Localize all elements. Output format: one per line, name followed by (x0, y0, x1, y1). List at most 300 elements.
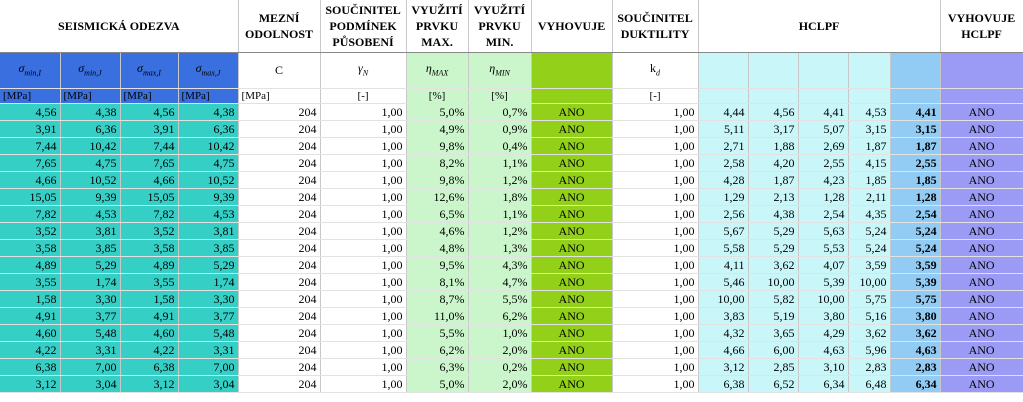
cell-sigma-min-i: 3,55 (0, 274, 60, 291)
cell-hclpf-3: 2,69 (798, 138, 848, 155)
cell-capacity: 204 (238, 240, 320, 257)
cell-usage-min: 4,3% (468, 257, 531, 274)
header-capacity: MEZNÍ ODOLNOST (238, 0, 320, 53)
cell-sigma-min-j: 1,74 (60, 274, 120, 291)
cell-sigma-min-j: 6,36 (60, 121, 120, 138)
cell-sigma-max-j: 7,00 (178, 359, 238, 376)
cell-coefficient: 1,00 (320, 359, 406, 376)
cell-hclpf-3: 10,00 (798, 291, 848, 308)
cell-hclpf-1: 4,11 (698, 257, 748, 274)
cell-ductility: 1,00 (612, 172, 698, 189)
cell-sigma-max-j: 3,85 (178, 240, 238, 257)
cell-ok-hclpf: ANO (940, 274, 1023, 291)
header-ductility: SOUČINITEL DUKTILITY (612, 0, 698, 53)
cell-ok-hclpf: ANO (940, 291, 1023, 308)
cell-hclpf-2: 5,29 (748, 240, 798, 257)
cell-coefficient: 1,00 (320, 172, 406, 189)
cell-usage-max: 9,5% (406, 257, 468, 274)
cell-sigma-min-i: 3,12 (0, 376, 60, 393)
cell-sigma-min-i: 4,89 (0, 257, 60, 274)
cell-sigma-min-j: 5,29 (60, 257, 120, 274)
cell-hclpf-3: 5,39 (798, 274, 848, 291)
cell-coefficient: 1,00 (320, 104, 406, 121)
cell-hclpf-3: 4,63 (798, 342, 848, 359)
cell-sigma-min-i: 3,91 (0, 121, 60, 138)
cell-capacity: 204 (238, 104, 320, 121)
cell-hclpf-min: 4,63 (890, 342, 940, 359)
cell-sigma-min-i: 7,44 (0, 138, 60, 155)
cell-hclpf-1: 4,28 (698, 172, 748, 189)
table-row (0, 189, 1023, 206)
cell-coefficient: 1,00 (320, 257, 406, 274)
cell-sigma-max-i: 7,65 (120, 155, 178, 172)
symbol-capacity: C (238, 53, 320, 89)
cell-sigma-min-i: 4,91 (0, 308, 60, 325)
cell-sigma-max-i: 4,22 (120, 342, 178, 359)
cell-hclpf-3: 4,41 (798, 104, 848, 121)
cell-hclpf-1: 2,71 (698, 138, 748, 155)
cell-ok: ANO (531, 359, 612, 376)
cell-hclpf-3: 5,53 (798, 240, 848, 257)
cell-sigma-max-i: 6,38 (120, 359, 178, 376)
table-row (0, 308, 1023, 325)
table-row (0, 376, 1023, 393)
cell-sigma-max-j: 10,52 (178, 172, 238, 189)
cell-hclpf-4: 5,16 (848, 308, 890, 325)
cell-ductility: 1,00 (612, 274, 698, 291)
cell-hclpf-2: 2,85 (748, 359, 798, 376)
cell-sigma-max-i: 3,58 (120, 240, 178, 257)
table-row (0, 342, 1023, 359)
table-row (0, 121, 1023, 138)
cell-hclpf-1: 10,00 (698, 291, 748, 308)
cell-usage-min: 2,0% (468, 342, 531, 359)
cell-sigma-max-j: 5,29 (178, 257, 238, 274)
cell-hclpf-4: 5,24 (848, 240, 890, 257)
cell-sigma-max-j: 4,75 (178, 155, 238, 172)
cell-hclpf-1: 6,38 (698, 376, 748, 393)
cell-coefficient: 1,00 (320, 206, 406, 223)
symbol-sigma-min-i: $\sigma_{min,I}$ (0, 53, 60, 89)
table-row (0, 155, 1023, 172)
table-row (0, 172, 1023, 189)
cell-ok-hclpf: ANO (940, 155, 1023, 172)
cell-coefficient: 1,00 (320, 240, 406, 257)
cell-capacity: 204 (238, 274, 320, 291)
cell-hclpf-3: 2,54 (798, 206, 848, 223)
cell-hclpf-min: 3,15 (890, 121, 940, 138)
cell-capacity: 204 (238, 172, 320, 189)
cell-sigma-min-j: 3,31 (60, 342, 120, 359)
cell-sigma-max-j: 3,31 (178, 342, 238, 359)
cell-sigma-max-i: 3,12 (120, 376, 178, 393)
cell-sigma-min-i: 7,82 (0, 206, 60, 223)
cell-ok-hclpf: ANO (940, 104, 1023, 121)
cell-ok: ANO (531, 240, 612, 257)
cell-hclpf-3: 2,55 (798, 155, 848, 172)
cell-ok-hclpf: ANO (940, 240, 1023, 257)
cell-coefficient: 1,00 (320, 138, 406, 155)
cell-usage-max: 5,0% (406, 376, 468, 393)
cell-sigma-max-j: 3,81 (178, 223, 238, 240)
table-row (0, 104, 1023, 121)
cell-ok: ANO (531, 376, 612, 393)
cell-usage-min: 1,2% (468, 223, 531, 240)
cell-coefficient: 1,00 (320, 291, 406, 308)
cell-hclpf-4: 5,24 (848, 223, 890, 240)
cell-ok: ANO (531, 342, 612, 359)
cell-ok-hclpf: ANO (940, 223, 1023, 240)
cell-ok-hclpf: ANO (940, 172, 1023, 189)
cell-usage-min: 1,3% (468, 240, 531, 257)
cell-usage-max: 11,0% (406, 308, 468, 325)
table-row (0, 223, 1023, 240)
cell-sigma-max-i: 7,82 (120, 206, 178, 223)
cell-hclpf-min: 3,59 (890, 257, 940, 274)
cell-sigma-min-i: 4,66 (0, 172, 60, 189)
cell-hclpf-min: 2,83 (890, 359, 940, 376)
cell-hclpf-min: 5,75 (890, 291, 940, 308)
cell-usage-max: 9,8% (406, 138, 468, 155)
cell-hclpf-2: 4,20 (748, 155, 798, 172)
header-usage-max: VYUŽITÍ PRVKU MAX. (406, 0, 468, 53)
header-hclpf: HCLPF (698, 0, 940, 53)
header-row (0, 0, 1023, 53)
cell-hclpf-2: 3,17 (748, 121, 798, 138)
cell-usage-min: 0,9% (468, 121, 531, 138)
cell-ok-hclpf: ANO (940, 257, 1023, 274)
cell-sigma-max-j: 9,39 (178, 189, 238, 206)
cell-ok: ANO (531, 155, 612, 172)
unit-mpa: [MPa] (120, 89, 178, 104)
table-row (0, 274, 1023, 291)
cell-hclpf-3: 4,23 (798, 172, 848, 189)
cell-capacity: 204 (238, 325, 320, 342)
cell-usage-min: 6,2% (468, 308, 531, 325)
cell-sigma-max-j: 1,74 (178, 274, 238, 291)
cell-capacity: 204 (238, 138, 320, 155)
cell-sigma-max-i: 4,60 (120, 325, 178, 342)
cell-usage-min: 1,1% (468, 155, 531, 172)
cell-sigma-max-j: 3,30 (178, 291, 238, 308)
cell-ductility: 1,00 (612, 240, 698, 257)
cell-ok: ANO (531, 206, 612, 223)
symbol-kd: $k_d$ (612, 53, 698, 89)
cell-hclpf-2: 5,29 (748, 223, 798, 240)
cell-ok: ANO (531, 223, 612, 240)
cell-hclpf-3: 3,80 (798, 308, 848, 325)
cell-hclpf-4: 1,87 (848, 138, 890, 155)
unit-mpa: [MPa] (0, 89, 60, 104)
cell-usage-min: 0,2% (468, 359, 531, 376)
table-row (0, 359, 1023, 376)
cell-hclpf-2: 10,00 (748, 274, 798, 291)
cell-hclpf-1: 4,44 (698, 104, 748, 121)
cell-hclpf-4: 2,83 (848, 359, 890, 376)
cell-sigma-min-i: 15,05 (0, 189, 60, 206)
cell-capacity: 204 (238, 291, 320, 308)
cell-sigma-min-j: 4,53 (60, 206, 120, 223)
cell-hclpf-4: 5,75 (848, 291, 890, 308)
unit-percent: [%] (468, 89, 531, 104)
cell-capacity: 204 (238, 223, 320, 240)
cell-hclpf-4: 3,62 (848, 325, 890, 342)
cell-sigma-min-i: 4,56 (0, 104, 60, 121)
header-ok-hclpf: VYHOVUJE HCLPF (940, 0, 1023, 53)
cell-coefficient: 1,00 (320, 189, 406, 206)
cell-ductility: 1,00 (612, 325, 698, 342)
cell-sigma-min-i: 7,65 (0, 155, 60, 172)
cell-usage-min: 2,0% (468, 376, 531, 393)
cell-ok-hclpf: ANO (940, 121, 1023, 138)
cell-capacity: 204 (238, 257, 320, 274)
cell-hclpf-3: 4,07 (798, 257, 848, 274)
cell-coefficient: 1,00 (320, 376, 406, 393)
unit-mpa: [MPa] (60, 89, 120, 104)
cell-ductility: 1,00 (612, 359, 698, 376)
cell-hclpf-3: 6,34 (798, 376, 848, 393)
cell-sigma-max-i: 3,91 (120, 121, 178, 138)
cell-ok: ANO (531, 172, 612, 189)
cell-hclpf-1: 2,58 (698, 155, 748, 172)
cell-coefficient: 1,00 (320, 274, 406, 291)
cell-hclpf-min: 3,80 (890, 308, 940, 325)
cell-usage-min: 5,5% (468, 291, 531, 308)
unit-percent: [%] (406, 89, 468, 104)
cell-ductility: 1,00 (612, 376, 698, 393)
cell-ok-hclpf: ANO (940, 138, 1023, 155)
cell-sigma-min-j: 5,48 (60, 325, 120, 342)
cell-capacity: 204 (238, 121, 320, 138)
header-coefficient: SOUČINITEL PODMÍNEK PŮSOBENÍ (320, 0, 406, 53)
cell-hclpf-3: 5,63 (798, 223, 848, 240)
cell-hclpf-min: 1,87 (890, 138, 940, 155)
cell-coefficient: 1,00 (320, 223, 406, 240)
cell-sigma-max-i: 4,66 (120, 172, 178, 189)
cell-ok: ANO (531, 257, 612, 274)
cell-hclpf-4: 4,15 (848, 155, 890, 172)
cell-hclpf-1: 5,58 (698, 240, 748, 257)
table-row (0, 206, 1023, 223)
cell-hclpf-2: 4,38 (748, 206, 798, 223)
cell-ductility: 1,00 (612, 189, 698, 206)
cell-sigma-max-i: 4,56 (120, 104, 178, 121)
unit-dimensionless: [-] (612, 89, 698, 104)
cell-sigma-max-i: 4,91 (120, 308, 178, 325)
cell-sigma-max-i: 4,89 (120, 257, 178, 274)
cell-hclpf-4: 3,59 (848, 257, 890, 274)
header-usage-min: VYUŽITÍ PRVKU MIN. (468, 0, 531, 53)
cell-ok: ANO (531, 308, 612, 325)
table-row (0, 138, 1023, 155)
cell-sigma-max-j: 3,04 (178, 376, 238, 393)
cell-hclpf-min: 5,24 (890, 240, 940, 257)
cell-usage-min: 0,7% (468, 104, 531, 121)
cell-sigma-min-j: 3,81 (60, 223, 120, 240)
cell-sigma-min-i: 3,58 (0, 240, 60, 257)
cell-usage-max: 4,8% (406, 240, 468, 257)
cell-sigma-min-j: 4,38 (60, 104, 120, 121)
cell-hclpf-1: 1,29 (698, 189, 748, 206)
cell-hclpf-2: 6,52 (748, 376, 798, 393)
cell-hclpf-2: 1,87 (748, 172, 798, 189)
cell-ductility: 1,00 (612, 138, 698, 155)
cell-sigma-max-j: 4,53 (178, 206, 238, 223)
cell-usage-min: 1,2% (468, 172, 531, 189)
cell-usage-min: 1,0% (468, 325, 531, 342)
cell-coefficient: 1,00 (320, 121, 406, 138)
cell-sigma-min-i: 4,22 (0, 342, 60, 359)
symbol-eta-max: $\eta_{MAX}$ (406, 53, 468, 89)
cell-usage-max: 5,0% (406, 104, 468, 121)
cell-ok-hclpf: ANO (940, 189, 1023, 206)
cell-sigma-max-i: 7,44 (120, 138, 178, 155)
symbol-ok-cell (531, 53, 612, 89)
cell-hclpf-2: 4,56 (748, 104, 798, 121)
cell-hclpf-3: 3,10 (798, 359, 848, 376)
table-row (0, 325, 1023, 342)
cell-usage-max: 8,2% (406, 155, 468, 172)
cell-ductility: 1,00 (612, 342, 698, 359)
cell-hclpf-1: 3,12 (698, 359, 748, 376)
cell-hclpf-min: 1,28 (890, 189, 940, 206)
cell-hclpf-4: 4,53 (848, 104, 890, 121)
cell-ok: ANO (531, 138, 612, 155)
cell-usage-max: 6,3% (406, 359, 468, 376)
cell-sigma-max-j: 5,48 (178, 325, 238, 342)
cell-sigma-min-j: 4,75 (60, 155, 120, 172)
cell-sigma-max-j: 4,38 (178, 104, 238, 121)
cell-hclpf-4: 10,00 (848, 274, 890, 291)
cell-hclpf-min: 4,41 (890, 104, 940, 121)
cell-coefficient: 1,00 (320, 342, 406, 359)
cell-usage-min: 0,4% (468, 138, 531, 155)
cell-ok: ANO (531, 274, 612, 291)
symbol-row (0, 53, 1023, 89)
symbol-gamma-n: $\gamma_N$ (320, 53, 406, 89)
cell-usage-max: 8,1% (406, 274, 468, 291)
cell-hclpf-1: 5,46 (698, 274, 748, 291)
header-seismic-response: SEISMICKÁ ODEZVA (0, 0, 238, 53)
cell-hclpf-1: 4,32 (698, 325, 748, 342)
cell-ok: ANO (531, 291, 612, 308)
symbol-sigma-max-j: $\sigma_{max,J}$ (178, 53, 238, 89)
cell-sigma-max-i: 3,52 (120, 223, 178, 240)
cell-sigma-min-i: 3,52 (0, 223, 60, 240)
cell-sigma-min-j: 3,77 (60, 308, 120, 325)
cell-hclpf-min: 5,39 (890, 274, 940, 291)
cell-ductility: 1,00 (612, 257, 698, 274)
cell-hclpf-4: 3,15 (848, 121, 890, 138)
unit-mpa: [MPa] (178, 89, 238, 104)
cell-capacity: 204 (238, 308, 320, 325)
cell-capacity: 204 (238, 376, 320, 393)
cell-ok: ANO (531, 104, 612, 121)
cell-hclpf-3: 4,29 (798, 325, 848, 342)
cell-sigma-max-i: 1,58 (120, 291, 178, 308)
unit-mpa: [MPa] (238, 89, 320, 104)
cell-ok-hclpf: ANO (940, 325, 1023, 342)
cell-capacity: 204 (238, 189, 320, 206)
cell-ok: ANO (531, 189, 612, 206)
cell-ductility: 1,00 (612, 206, 698, 223)
cell-hclpf-4: 5,96 (848, 342, 890, 359)
cell-hclpf-1: 5,67 (698, 223, 748, 240)
cell-sigma-max-j: 3,77 (178, 308, 238, 325)
table-row (0, 240, 1023, 257)
cell-ductility: 1,00 (612, 308, 698, 325)
cell-hclpf-1: 3,83 (698, 308, 748, 325)
cell-hclpf-2: 3,65 (748, 325, 798, 342)
cell-sigma-max-i: 15,05 (120, 189, 178, 206)
cell-sigma-min-i: 6,38 (0, 359, 60, 376)
cell-capacity: 204 (238, 342, 320, 359)
table-row (0, 257, 1023, 274)
cell-ductility: 1,00 (612, 155, 698, 172)
cell-usage-max: 12,6% (406, 189, 468, 206)
cell-hclpf-min: 6,34 (890, 376, 940, 393)
cell-sigma-max-i: 3,55 (120, 274, 178, 291)
data-rows (0, 104, 1023, 393)
cell-coefficient: 1,00 (320, 155, 406, 172)
cell-usage-min: 4,7% (468, 274, 531, 291)
cell-hclpf-2: 5,19 (748, 308, 798, 325)
cell-usage-max: 9,8% (406, 172, 468, 189)
cell-coefficient: 1,00 (320, 308, 406, 325)
cell-sigma-max-j: 10,42 (178, 138, 238, 155)
cell-sigma-min-i: 4,60 (0, 325, 60, 342)
cell-usage-max: 4,6% (406, 223, 468, 240)
cell-sigma-min-j: 3,04 (60, 376, 120, 393)
cell-sigma-min-j: 3,30 (60, 291, 120, 308)
cell-hclpf-min: 2,54 (890, 206, 940, 223)
cell-hclpf-4: 1,85 (848, 172, 890, 189)
cell-capacity: 204 (238, 206, 320, 223)
symbol-sigma-max-i: $\sigma_{max,I}$ (120, 53, 178, 89)
cell-ductility: 1,00 (612, 104, 698, 121)
cell-hclpf-min: 2,55 (890, 155, 940, 172)
cell-hclpf-min: 5,24 (890, 223, 940, 240)
symbol-eta-min: $\eta_{MIN}$ (468, 53, 531, 89)
cell-ok-hclpf: ANO (940, 342, 1023, 359)
cell-hclpf-1: 2,56 (698, 206, 748, 223)
cell-ok-hclpf: ANO (940, 359, 1023, 376)
cell-ductility: 1,00 (612, 291, 698, 308)
cell-hclpf-1: 5,11 (698, 121, 748, 138)
cell-hclpf-min: 1,85 (890, 172, 940, 189)
symbol-sigma-min-j: $\sigma_{min,J}$ (60, 53, 120, 89)
cell-hclpf-2: 3,62 (748, 257, 798, 274)
unit-row (0, 89, 1023, 104)
cell-sigma-max-j: 6,36 (178, 121, 238, 138)
cell-usage-max: 8,7% (406, 291, 468, 308)
cell-hclpf-3: 1,28 (798, 189, 848, 206)
unit-dimensionless: [-] (320, 89, 406, 104)
cell-hclpf-3: 5,07 (798, 121, 848, 138)
cell-usage-max: 4,9% (406, 121, 468, 138)
cell-hclpf-2: 5,82 (748, 291, 798, 308)
cell-ok: ANO (531, 121, 612, 138)
cell-sigma-min-i: 1,58 (0, 291, 60, 308)
cell-hclpf-1: 4,66 (698, 342, 748, 359)
cell-capacity: 204 (238, 359, 320, 376)
cell-hclpf-4: 4,35 (848, 206, 890, 223)
cell-sigma-min-j: 10,52 (60, 172, 120, 189)
cell-ductility: 1,00 (612, 121, 698, 138)
cell-usage-min: 1,1% (468, 206, 531, 223)
cell-usage-max: 6,5% (406, 206, 468, 223)
cell-sigma-min-j: 7,00 (60, 359, 120, 376)
